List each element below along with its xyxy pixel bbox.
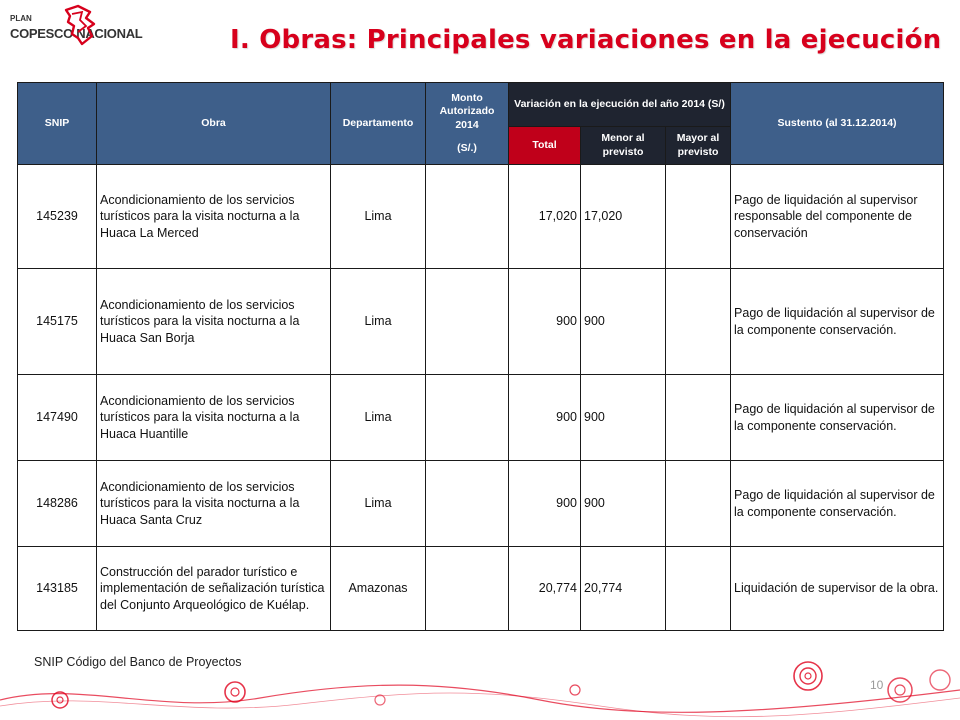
cell-departamento: Lima xyxy=(331,269,426,375)
cell-menor: 17,020 xyxy=(581,165,666,269)
cell-departamento: Amazonas xyxy=(331,547,426,631)
copesco-logo xyxy=(6,4,156,64)
cell-mayor xyxy=(666,165,731,269)
header-departamento: Departamento xyxy=(331,83,426,165)
obras-table xyxy=(17,82,944,631)
header-monto-label: Monto Autorizado 2014 xyxy=(439,92,495,131)
cell-sustento: Pago de liquidación al supervisor responsable del componente de conservación xyxy=(731,165,944,269)
cell-monto xyxy=(426,269,509,375)
header-snip: SNIP xyxy=(18,83,97,165)
footnote: SNIP Código del Banco de Proyectos xyxy=(34,655,242,669)
spiral-wave-decoration-icon xyxy=(0,660,960,720)
cell-mayor xyxy=(666,269,731,375)
table-row xyxy=(18,269,944,375)
cell-obra: Acondicionamiento de los servicios turísticos para la visita nocturna a la Huaca La Merced xyxy=(97,165,331,269)
cell-total: 900 xyxy=(509,461,581,547)
cell-snip: 145239 xyxy=(18,165,97,269)
header-variacion: Variación en la ejecución del año 2014 (S/) xyxy=(509,83,731,127)
cell-mayor xyxy=(666,375,731,461)
cell-obra: Construcción del parador turístico e implementación de señalización turística del Conjunto Arqueológico de Kuélap. xyxy=(97,547,331,631)
cell-departamento: Lima xyxy=(331,165,426,269)
cell-snip: 145175 xyxy=(18,269,97,375)
cell-menor: 900 xyxy=(581,461,666,547)
cell-total: 17,020 xyxy=(509,165,581,269)
cell-mayor xyxy=(666,461,731,547)
header-menor: Menor al previsto xyxy=(581,127,666,165)
cell-obra: Acondicionamiento de los servicios turísticos para la visita nocturna a la Huaca San Borja xyxy=(97,269,331,375)
cell-total: 900 xyxy=(509,375,581,461)
table-row xyxy=(18,461,944,547)
cell-obra: Acondicionamiento de los servicios turísticos para la visita nocturna a la Huaca Santa Cruz xyxy=(97,461,331,547)
header-sustento: Sustento (al 31.12.2014) xyxy=(731,83,944,165)
cell-departamento: Lima xyxy=(331,461,426,547)
peru-map-logo-icon xyxy=(60,4,100,48)
header-monto xyxy=(426,83,509,165)
cell-snip: 143185 xyxy=(18,547,97,631)
cell-departamento: Lima xyxy=(331,375,426,461)
cell-sustento: Pago de liquidación al supervisor de la componente conservación. xyxy=(731,269,944,375)
header-obra: Obra xyxy=(97,83,331,165)
cell-mayor xyxy=(666,547,731,631)
page-number: 10 xyxy=(870,678,884,692)
cell-sustento: Pago de liquidación al supervisor de la componente conservación. xyxy=(731,461,944,547)
logo-plan-text: PLAN xyxy=(10,14,32,23)
cell-snip: 148286 xyxy=(18,461,97,547)
table-row xyxy=(18,375,944,461)
table-row xyxy=(18,547,944,631)
cell-menor: 900 xyxy=(581,269,666,375)
header-total: Total xyxy=(509,127,581,165)
cell-snip: 147490 xyxy=(18,375,97,461)
cell-monto xyxy=(426,461,509,547)
cell-sustento: Pago de liquidación al supervisor de la componente conservación. xyxy=(731,375,944,461)
header-mayor: Mayor al previsto xyxy=(666,127,731,165)
cell-monto xyxy=(426,375,509,461)
header-monto-unit: (S/.) xyxy=(457,141,477,154)
cell-monto xyxy=(426,165,509,269)
cell-total: 20,774 xyxy=(509,547,581,631)
page-title: I. Obras: Principales variaciones en la ejecución xyxy=(230,25,942,55)
cell-menor: 900 xyxy=(581,375,666,461)
cell-monto xyxy=(426,547,509,631)
cell-sustento: Liquidación de supervisor de la obra. xyxy=(731,547,944,631)
cell-total: 900 xyxy=(509,269,581,375)
cell-obra: Acondicionamiento de los servicios turísticos para la visita nocturna a la Huaca Huantille xyxy=(97,375,331,461)
table-row xyxy=(18,165,944,269)
logo-brand-text: COPESCO NACIONAL xyxy=(10,26,143,41)
cell-menor: 20,774 xyxy=(581,547,666,631)
